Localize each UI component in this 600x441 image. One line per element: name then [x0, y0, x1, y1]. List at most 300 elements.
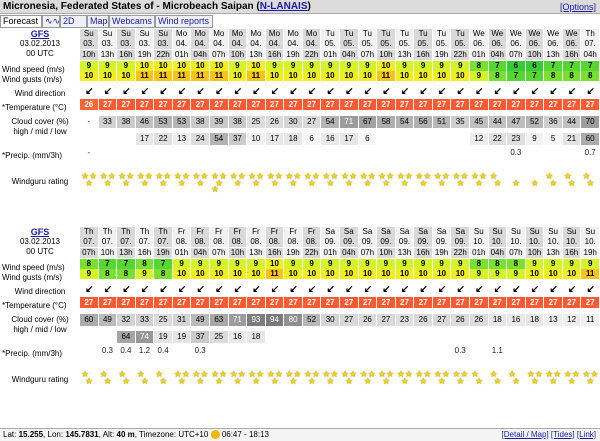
precip-cell: 0.3: [191, 345, 210, 357]
cloud-mid-cell: 26: [470, 314, 489, 326]
star-icon: ★: [311, 369, 320, 379]
cloud-low-cell: [433, 133, 452, 145]
wind-direction-arrow-icon: ↙: [437, 284, 447, 295]
wind-gust-cell: 11: [191, 71, 210, 81]
wind-speed-cell: 6: [507, 61, 526, 71]
rating-stars: [229, 367, 248, 393]
rating-stars: [247, 367, 266, 393]
tab-map[interactable]: Map: [87, 15, 109, 28]
wind-direction-arrow-icon: ↙: [567, 284, 577, 295]
precip-cell: [396, 147, 415, 159]
star-icon: ★: [266, 369, 275, 379]
label-cloud-cover-2: high / mid / low: [13, 325, 67, 334]
wind-gust-cell: 10: [396, 269, 415, 279]
day-cell: Mo: [173, 29, 192, 39]
model-date: 03.02.2013: [19, 39, 61, 48]
hour-cell: 22h: [303, 50, 322, 60]
date-cell: 09.: [414, 237, 433, 247]
header-bar: [0, 0, 600, 14]
date-cell: 08.: [266, 237, 285, 247]
rating-stars: [489, 367, 508, 393]
wind-speed-cell: 9: [229, 61, 248, 71]
wind-speed-cell: 9: [321, 61, 340, 71]
precip-cell: [191, 147, 210, 159]
cloud-mid-cell: 25: [154, 314, 173, 326]
wind-direction-arrow-icon: ↙: [159, 284, 168, 295]
cloud-low-cell: [321, 331, 340, 343]
star-icon: ★: [530, 178, 539, 188]
rating-stars: [377, 367, 396, 393]
wind-direction-arrow-icon: ↙: [159, 86, 168, 97]
tab-forecast[interactable]: Forecast: [0, 15, 42, 28]
date-cell: 09.: [451, 237, 470, 247]
wind-gust-cell: 10: [414, 71, 433, 81]
wind-speed-cell: 9: [433, 259, 452, 269]
cloud-mid-cell: 45: [470, 116, 489, 128]
temperature-cell: 27: [340, 99, 359, 110]
cloud-low-cell: [377, 133, 396, 145]
star-icon: ★: [456, 376, 465, 386]
wind-gust-cell: 11: [581, 269, 600, 279]
cloud-low-cell: 22: [154, 133, 173, 145]
cloud-low-cell: [284, 331, 303, 343]
tab-2d[interactable]: 2D: [60, 15, 87, 28]
precip-cell: [581, 345, 600, 357]
wind-speed-cell: 9: [526, 259, 545, 269]
date-cell: 07.: [80, 237, 99, 247]
day-cell: Su: [507, 227, 526, 237]
rating-stars: [470, 169, 489, 195]
cloud-low-cell: [563, 331, 582, 343]
star-icon: ★: [85, 178, 94, 188]
date-cell: 04.: [210, 39, 229, 49]
hour-cell: 10h: [99, 248, 118, 258]
star-icon: ★: [103, 376, 112, 386]
star-icon: ★: [363, 376, 372, 386]
date-cell: 10.: [507, 237, 526, 247]
date-cell: 10.: [470, 237, 489, 247]
date-cell: 07.: [136, 237, 155, 247]
star-icon: ★: [118, 171, 127, 181]
wind-speed-cell: 7: [563, 61, 582, 71]
wind-direction-arrow-icon: ↙: [586, 284, 595, 295]
precip-cell: 0.3: [99, 345, 118, 357]
cloud-mid-cell: -: [80, 116, 99, 128]
wind-direction-arrow-icon: ↙: [215, 86, 224, 97]
star-icon: ★: [140, 376, 149, 386]
hour-cell: 07h: [210, 248, 229, 258]
label-wind-gusts: Wind gusts (m/s): [2, 273, 63, 282]
hour-cell: 07h: [507, 248, 526, 258]
cloud-mid-cell: 26: [359, 314, 378, 326]
wind-direction-arrow-icon: ↙: [549, 284, 558, 295]
rating-stars: [136, 169, 155, 195]
hour-cell: 07h: [210, 50, 229, 60]
star-icon: ★: [582, 171, 591, 181]
star-icon: ★: [274, 171, 283, 181]
date-cell: 08.: [229, 237, 248, 247]
wind-direction-arrow-icon: ↙: [437, 86, 447, 97]
day-cell: Th: [154, 227, 173, 237]
date-cell: 04.: [266, 39, 285, 49]
rating-stars: [396, 367, 415, 393]
cloud-mid-cell: 12: [563, 314, 582, 326]
rating-stars: [544, 169, 563, 195]
tab-graph-icon[interactable]: ∿∿: [42, 15, 60, 28]
star-icon: ★: [549, 376, 558, 386]
wind-speed-cell: 9: [581, 259, 600, 269]
date-cell: 08.: [173, 237, 192, 247]
wind-gust-cell: 8: [99, 269, 118, 279]
day-cell: Tu: [414, 29, 433, 39]
wind-speed-cell: 7: [544, 61, 563, 71]
precip-cell: [433, 147, 452, 159]
star-icon: ★: [126, 171, 135, 181]
temperature-cell: 27: [173, 297, 192, 308]
hour-cell: 19h: [433, 248, 452, 258]
rating-stars: [359, 169, 378, 195]
precip-cell: [266, 147, 285, 159]
precip-cell: [210, 345, 229, 357]
wind-direction-arrow-icon: ↙: [549, 86, 558, 97]
spot-link[interactable]: N-LANAIS: [259, 1, 308, 12]
wind-direction-arrow-icon: ↙: [177, 86, 187, 97]
wind-direction-arrow-icon: ↙: [270, 86, 280, 97]
star-icon: ★: [452, 171, 461, 181]
wind-speed-cell: 9: [451, 259, 470, 269]
rating-stars: [340, 169, 359, 195]
wind-speed-cell: 8: [470, 61, 489, 71]
rating-stars: [173, 169, 192, 195]
wind-gust-cell: 10: [433, 71, 452, 81]
wind-gust-cell: 10: [80, 71, 99, 81]
hour-cell: 22h: [451, 248, 470, 258]
temperature-cell: 27: [136, 99, 155, 110]
hour-cell: 19h: [284, 248, 303, 258]
day-cell: Mo: [266, 29, 285, 39]
cloud-low-cell: [489, 331, 508, 343]
date-cell: 05.: [321, 39, 340, 49]
day-cell: Sa: [321, 227, 340, 237]
temperature-cell: 27: [526, 99, 545, 110]
rating-stars: [414, 169, 433, 195]
star-icon: ★: [582, 369, 591, 379]
cloud-low-cell: [80, 133, 99, 145]
wind-gust-cell: 10: [303, 71, 322, 81]
wind-direction-arrow-icon: ↙: [456, 86, 465, 97]
star-icon: ★: [196, 376, 205, 386]
star-icon: ★: [211, 184, 220, 194]
star-icon: ★: [586, 376, 595, 386]
star-icon: ★: [441, 369, 450, 379]
wind-speed-cell: 9: [303, 259, 322, 269]
cloud-mid-cell: 26: [451, 314, 470, 326]
model-run: 00 UTC: [26, 49, 54, 58]
star-icon: ★: [140, 178, 149, 188]
tab-wind-reports[interactable]: Wind reports: [155, 15, 213, 28]
star-icon: ★: [382, 376, 391, 386]
rating-stars: [210, 169, 229, 195]
cloud-low-cell: 16: [321, 133, 340, 145]
day-cell: Tu: [359, 29, 378, 39]
wind-speed-cell: 9: [340, 61, 359, 71]
rating-stars: [117, 367, 136, 393]
temperature-cell: 27: [544, 297, 563, 308]
date-cell: 10.: [563, 237, 582, 247]
cloud-low-cell: 9: [526, 133, 545, 145]
cloud-mid-cell: 11: [581, 314, 600, 326]
star-icon: ★: [103, 178, 112, 188]
star-icon: ★: [567, 376, 576, 386]
star-icon: ★: [415, 369, 424, 379]
star-icon: ★: [363, 178, 372, 188]
wind-direction-arrow-icon: ↙: [140, 284, 150, 295]
day-cell: Sa: [340, 227, 359, 237]
precip-cell: [117, 147, 136, 159]
wind-gust-cell: 11: [377, 71, 396, 81]
tab-webcams[interactable]: Webcams: [109, 15, 155, 28]
star-icon: ★: [248, 369, 257, 379]
cloud-mid-cell: 49: [191, 314, 210, 326]
wind-gust-cell: 9: [470, 71, 489, 81]
star-icon: ★: [423, 369, 432, 379]
star-icon: ★: [107, 171, 116, 181]
rating-stars: [470, 367, 489, 393]
page-title: Micronesia, Federated States of - Microbeach Saipan (N-LANAIS): [3, 1, 311, 12]
hour-cell: 01h: [173, 248, 192, 258]
cloud-low-cell: 37: [229, 133, 248, 145]
footer-links: [502, 429, 596, 441]
cloud-low-cell: [396, 331, 415, 343]
hour-cell: 07h: [80, 248, 99, 258]
wind-direction-arrow-icon: ↙: [289, 284, 298, 295]
wind-gust-cell: 10: [526, 269, 545, 279]
wind-speed-cell: 10: [210, 61, 229, 71]
wind-gust-cell: 10: [321, 269, 340, 279]
star-icon: ★: [192, 171, 201, 181]
rating-stars: [210, 367, 229, 393]
wind-speed-cell: 9: [229, 259, 248, 269]
day-cell: Su: [563, 227, 582, 237]
star-icon: ★: [293, 369, 302, 379]
date-cell: 07.: [117, 237, 136, 247]
precip-cell: [229, 147, 248, 159]
model-link[interactable]: GFS: [30, 29, 50, 39]
star-icon: ★: [122, 178, 131, 188]
cloud-mid-cell: 47: [507, 116, 526, 128]
cloud-low-cell: 37: [191, 331, 210, 343]
day-cell: We: [526, 29, 545, 39]
wind-speed-cell: 10: [266, 259, 285, 269]
star-icon: ★: [345, 376, 354, 386]
star-icon: ★: [404, 369, 413, 379]
day-cell: Mo: [229, 29, 248, 39]
precip-cell: 1.1: [489, 345, 508, 357]
temperature-cell: 27: [210, 99, 229, 110]
precip-cell: [544, 147, 563, 159]
date-cell: 05.: [414, 39, 433, 49]
star-icon: ★: [219, 171, 228, 181]
wind-speed-cell: 7: [99, 259, 118, 269]
cloud-low-cell: 6: [359, 133, 378, 145]
wind-gust-cell: 11: [173, 71, 192, 81]
star-icon: ★: [270, 178, 279, 188]
rating-stars: [526, 169, 545, 195]
precip-cell: 1.2: [136, 345, 155, 357]
wind-speed-cell: 9: [117, 61, 136, 71]
star-icon: ★: [475, 178, 484, 188]
wind-speed-cell: 10: [173, 61, 192, 71]
tides-link[interactable]: [Tides]: [550, 430, 575, 439]
day-cell: Tu: [377, 29, 396, 39]
rating-stars: [154, 367, 173, 393]
day-cell: Su: [117, 29, 136, 39]
cloud-mid-cell: 33: [99, 116, 118, 128]
precip-cell: [470, 147, 489, 159]
precip-cell: [266, 345, 285, 357]
precip-cell: [247, 345, 266, 357]
rating-stars: [544, 367, 563, 393]
wind-gust-cell: 10: [396, 71, 415, 81]
wind-speed-cell: 9: [414, 61, 433, 71]
star-icon: ★: [233, 376, 242, 386]
date-cell: 06.: [526, 39, 545, 49]
cloud-low-cell: 18: [284, 133, 303, 145]
precip-cell: [173, 147, 192, 159]
temperature-cell: 27: [563, 297, 582, 308]
star-icon: ★: [549, 178, 558, 188]
star-icon: ★: [460, 171, 469, 181]
wind-direction-arrow-icon: ↙: [493, 284, 502, 295]
day-cell: Fr: [284, 227, 303, 237]
star-icon: ★: [400, 376, 409, 386]
cloud-low-cell: [581, 331, 600, 343]
hour-cell: 16h: [563, 248, 582, 258]
star-icon: ★: [181, 171, 190, 181]
day-cell: We: [563, 29, 582, 39]
cloud-mid-cell: 54: [396, 116, 415, 128]
temperature-cell: 27: [507, 297, 526, 308]
temperature-cell: 27: [229, 297, 248, 308]
date-cell: 08.: [210, 237, 229, 247]
date-cell: 08.: [284, 237, 303, 247]
cloud-mid-cell: 27: [433, 314, 452, 326]
hour-cell: 16h: [563, 50, 582, 60]
day-cell: Sa: [414, 227, 433, 237]
date-cell: 05.: [396, 39, 415, 49]
wind-gust-cell: 10: [99, 71, 118, 81]
day-cell: Fr: [210, 227, 229, 237]
cloud-mid-cell: 56: [414, 116, 433, 128]
star-icon: ★: [545, 171, 554, 181]
temperature-cell: 27: [99, 297, 118, 308]
link-link[interactable]: [Link]: [576, 430, 596, 439]
day-cell: Th: [99, 227, 118, 237]
hour-cell: 22h: [154, 50, 173, 60]
wind-gust-cell: 10: [414, 269, 433, 279]
precip-cell: [507, 345, 526, 357]
temperature-cell: 27: [80, 297, 99, 308]
cloud-low-cell: 21: [563, 133, 582, 145]
star-icon: ★: [322, 171, 331, 181]
precip-cell: [340, 147, 359, 159]
location-info: Lat: 15.255, Lon: 145.7831, Alt: 40 m, Timezone: UTC+10 06:47 - 18:13: [3, 430, 269, 439]
wind-gust-cell: 11: [266, 269, 285, 279]
cloud-mid-cell: 38: [229, 116, 248, 128]
date-cell: 04.: [247, 39, 266, 49]
options-link[interactable]: [Options]: [559, 2, 596, 12]
precip-cell: [433, 345, 452, 357]
cloud-mid-cell: 58: [377, 116, 396, 128]
day-cell: Su: [470, 227, 489, 237]
cloud-mid-cell: 53: [173, 116, 192, 128]
day-cell: Mo: [247, 29, 266, 39]
star-icon: ★: [256, 369, 265, 379]
wind-gust-cell: 10: [247, 269, 266, 279]
label-precip: *Precip. (mm/3h): [2, 151, 63, 160]
wind-speed-cell: 9: [359, 61, 378, 71]
cloud-mid-cell: 31: [173, 314, 192, 326]
star-icon: ★: [311, 171, 320, 181]
date-cell: 06.: [507, 39, 526, 49]
temperature-cell: 27: [377, 99, 396, 110]
rating-stars: [80, 367, 99, 393]
cloud-low-cell: 19: [154, 331, 173, 343]
cloud-low-cell: [377, 331, 396, 343]
wind-direction-arrow-icon: ↙: [196, 86, 205, 97]
rating-stars: [266, 169, 285, 195]
hour-cell: 22h: [303, 248, 322, 258]
star-icon: ★: [433, 369, 442, 379]
model-link[interactable]: GFS: [30, 227, 50, 237]
cloud-mid-cell: 36: [544, 116, 563, 128]
star-icon: ★: [489, 369, 498, 379]
cloud-mid-cell: 38: [191, 116, 210, 128]
temperature-cell: 27: [321, 297, 340, 308]
cloud-mid-cell: 80: [284, 314, 303, 326]
wind-gust-cell: 11: [154, 71, 173, 81]
temperature-cell: 27: [396, 99, 415, 110]
detail-map-link[interactable]: [Detail / Map]: [501, 430, 549, 439]
rating-stars: [340, 367, 359, 393]
wind-direction-arrow-icon: ↙: [530, 86, 540, 97]
wind-gust-cell: 10: [563, 269, 582, 279]
date-cell: 05.: [433, 39, 452, 49]
star-icon: ★: [303, 369, 312, 379]
hour-cell: 13h: [544, 50, 563, 60]
star-icon: ★: [512, 178, 521, 188]
wind-speed-cell: 8: [489, 259, 508, 269]
rating-stars: [247, 169, 266, 195]
wind-direction-arrow-icon: ↙: [345, 86, 354, 97]
star-icon: ★: [136, 171, 145, 181]
wind-gust-cell: 11: [136, 71, 155, 81]
precip-cell: 0.7: [581, 147, 600, 159]
star-icon: ★: [341, 369, 350, 379]
star-icon: ★: [211, 171, 220, 181]
star-icon: ★: [367, 171, 376, 181]
wind-gust-cell: 10: [191, 269, 210, 279]
temperature-cell: 27: [266, 297, 285, 308]
temperature-cell: 27: [210, 297, 229, 308]
precip-cell: [340, 345, 359, 357]
wind-gust-cell: 8: [544, 71, 563, 81]
rating-stars: [80, 169, 99, 195]
precip-cell: [451, 147, 470, 159]
wind-direction-arrow-icon: ↙: [122, 284, 131, 295]
star-icon: ★: [177, 376, 186, 386]
day-cell: Th: [581, 29, 600, 39]
